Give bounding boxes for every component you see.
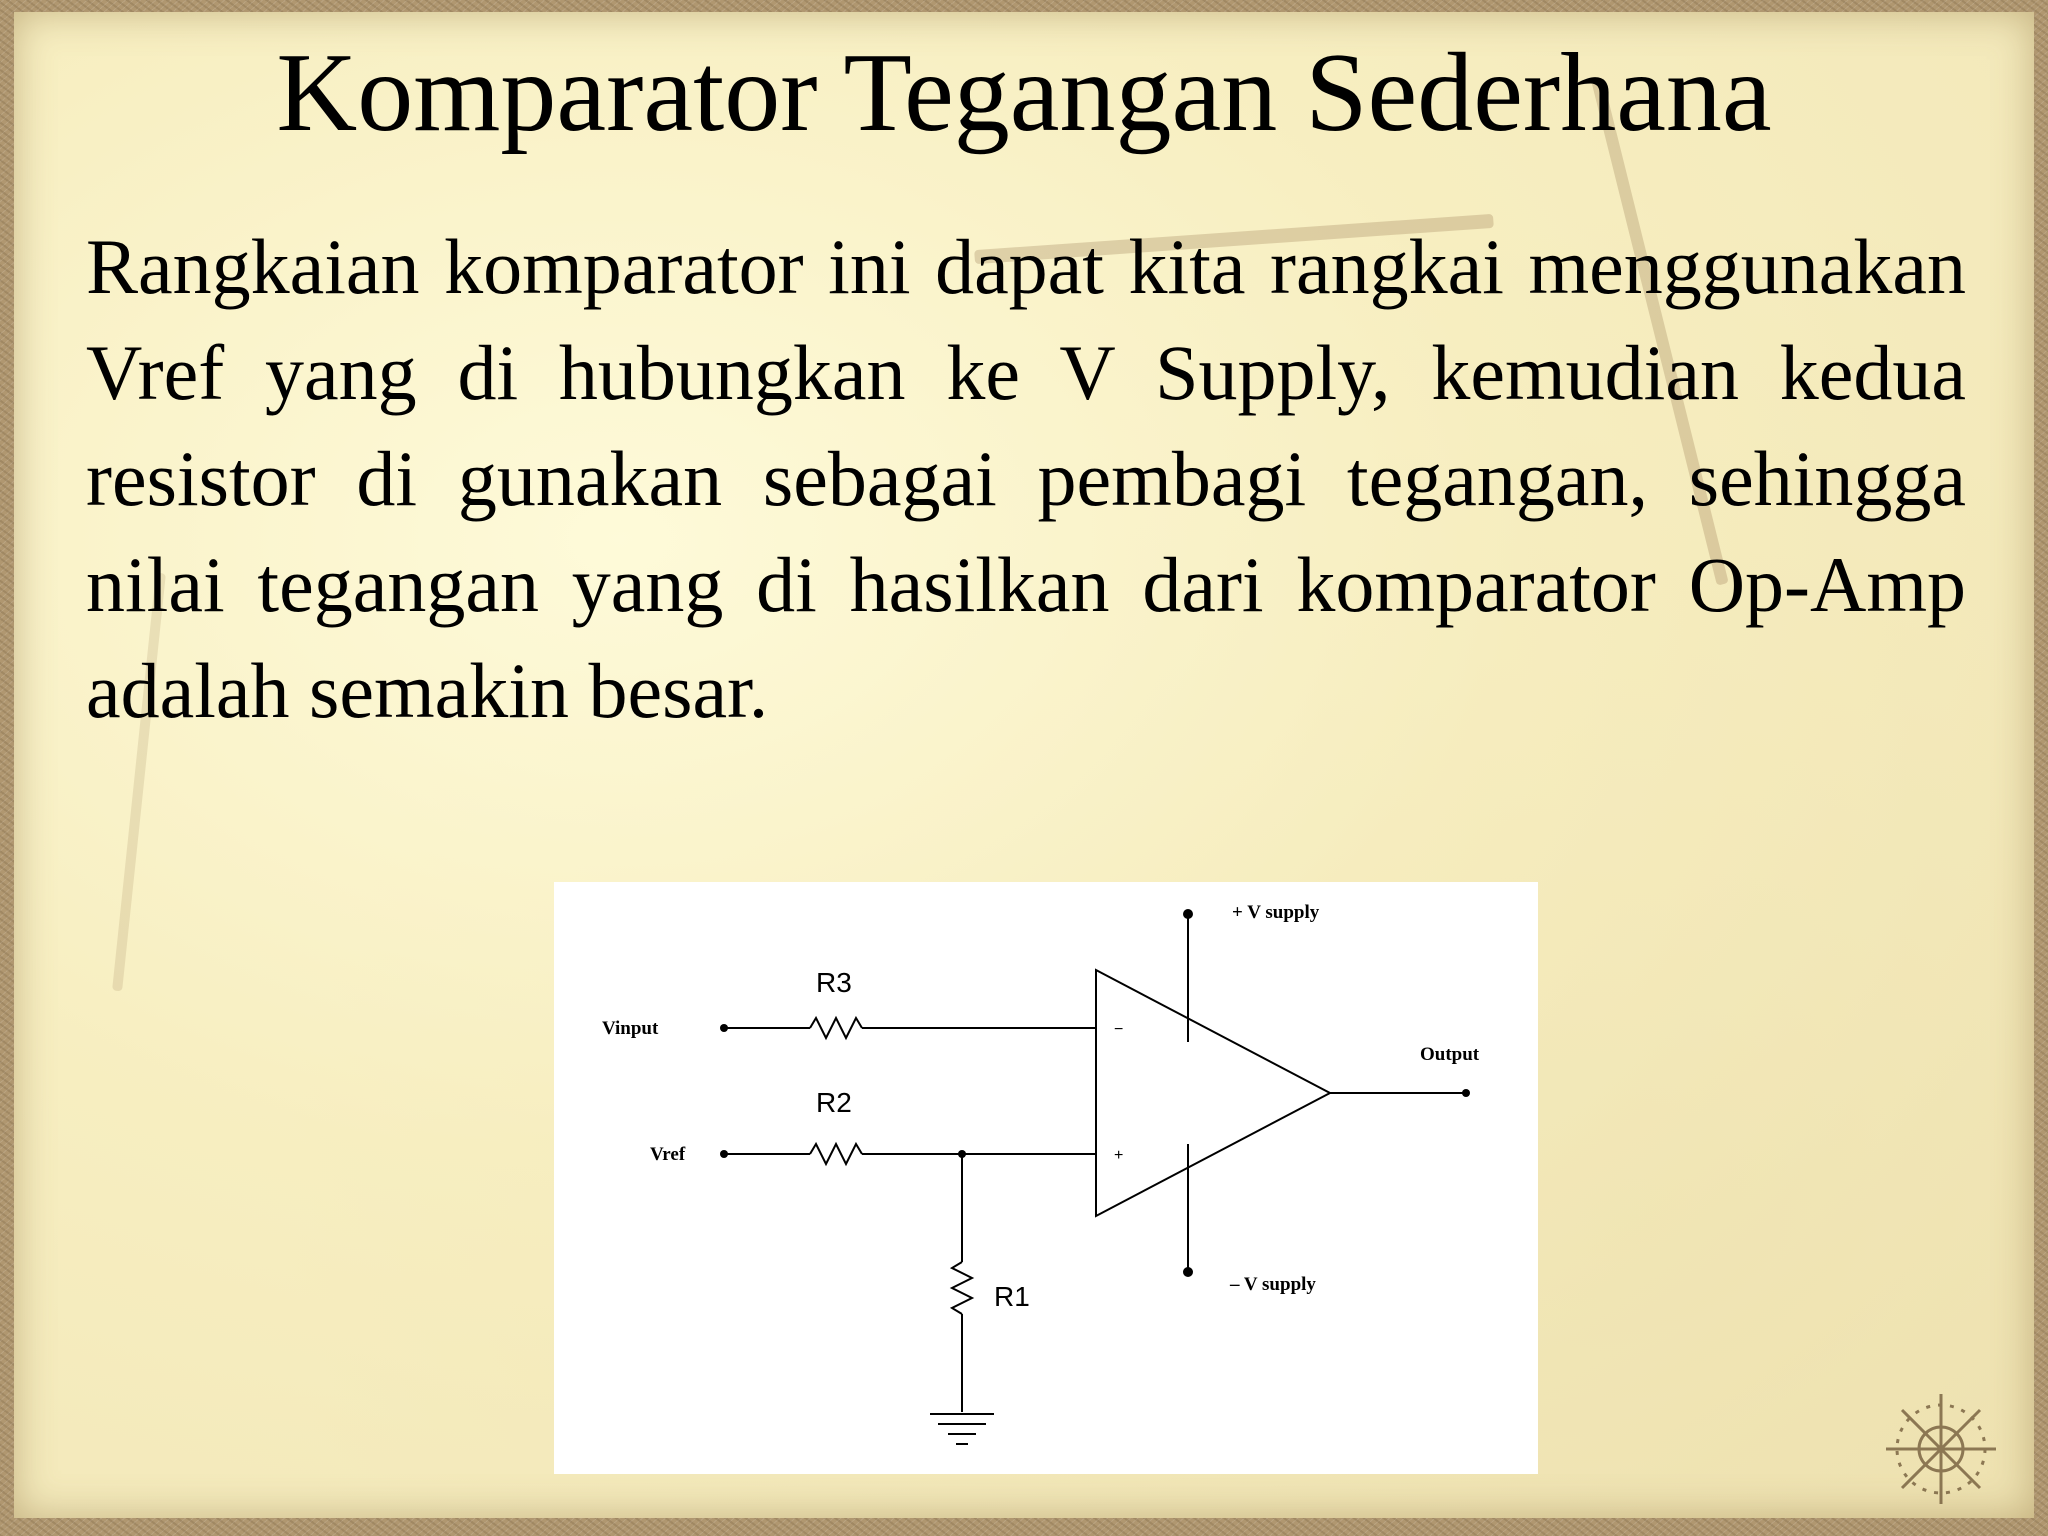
label-r3: R3 [816, 967, 852, 998]
comparator-circuit-diagram [554, 882, 1538, 1474]
terminal-vinput [720, 1024, 728, 1032]
resistor-r3 [810, 1018, 862, 1038]
decorative-ornament-icon [1876, 1384, 2006, 1514]
terminal-vref [720, 1150, 728, 1158]
label-vsupply-pos: + V supply [1232, 902, 1320, 923]
resistor-r1 [952, 1262, 972, 1314]
label-opamp-plus: + [1114, 1147, 1124, 1164]
terminal-vsupply-neg [1183, 1267, 1193, 1277]
slide-body-text: Rangkaian komparator ini dapat kita rangkai menggunakan Vref yang di hubungkan ke V Supply, kemudian kedua resistor di gunakan sebagai pembagi tegangan, sehingga nilai tegangan yang di hasilkan dari komparator Op-Amp adalah semakin besar. [86, 223, 1966, 734]
opamp-triangle [1096, 970, 1330, 1216]
circuit-svg [554, 882, 1538, 1474]
label-output: Output [1420, 1044, 1480, 1065]
slide-title: Komparator Tegangan Sederhana [276, 31, 1772, 155]
label-vref: Vref [650, 1144, 686, 1165]
label-vsupply-neg: – V supply [1230, 1274, 1316, 1295]
label-opamp-minus: − [1114, 1021, 1124, 1038]
terminal-vsupply-pos [1183, 909, 1193, 919]
resistor-r2 [810, 1144, 862, 1164]
label-r1: R1 [994, 1281, 1030, 1312]
label-vinput: Vinput [602, 1018, 659, 1039]
label-r2: R2 [816, 1087, 852, 1118]
terminal-output [1462, 1089, 1470, 1097]
junction-node [958, 1150, 966, 1158]
